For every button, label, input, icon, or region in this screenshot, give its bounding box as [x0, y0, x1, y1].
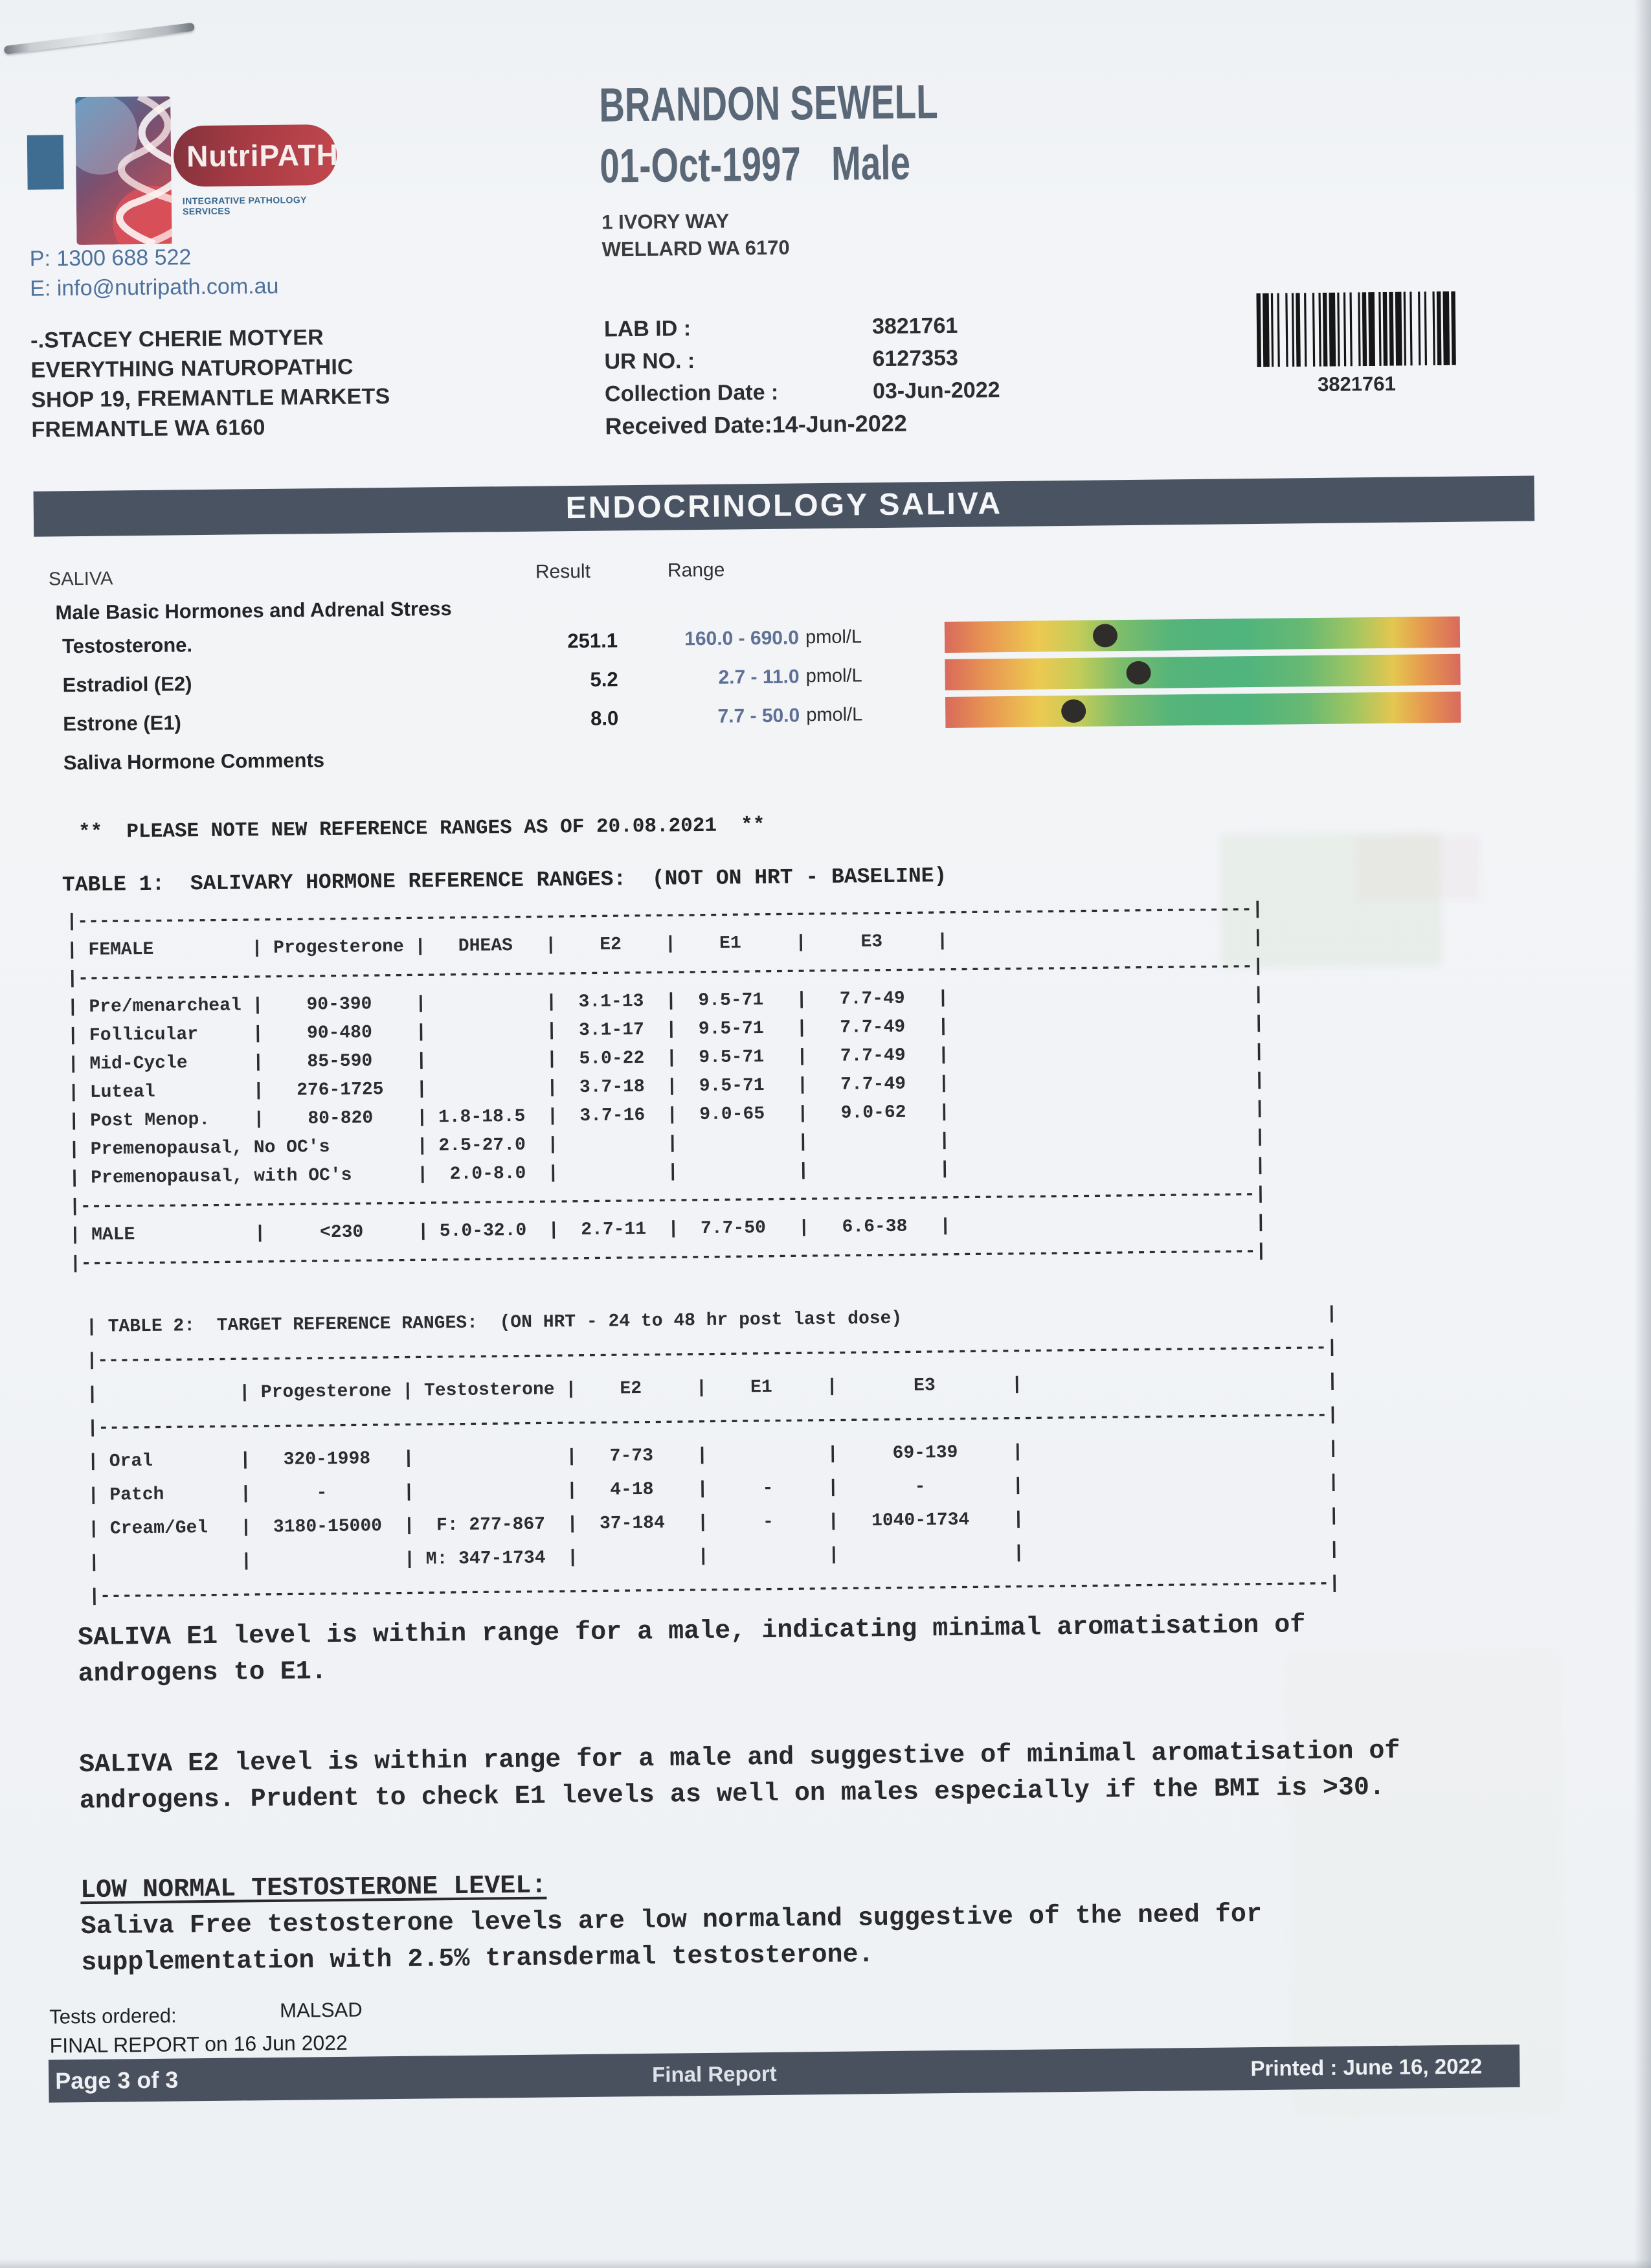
received-date-line: Received Date:14-Jun-2022 [605, 409, 907, 440]
tests-ordered-label: Tests ordered: [49, 2004, 177, 2028]
unit-label: pmol/L [805, 626, 862, 648]
practitioner-line: FREMANTLE WA 6160 [31, 415, 265, 442]
final-report-line: FINAL REPORT on 16 Jun 2022 [49, 2030, 348, 2058]
patient-dob: 01-Oct-1997 [599, 137, 802, 193]
collection-date-value: 03-Jun-2022 [872, 378, 1000, 404]
practitioner-line: SHOP 19, FREMANTLE MARKETS [30, 383, 390, 413]
reference-range: 160.0 - 690.0 [684, 627, 800, 650]
result-value: 8.0 [590, 707, 619, 730]
analyte-name: Estradiol (E2) [62, 672, 192, 697]
lab-id-label: LAB ID : [603, 316, 691, 342]
saliva-section-label: SALIVA [48, 568, 113, 590]
comment-paragraph [79, 1734, 1400, 1820]
comment-line: SALIVA E2 level is within range for a male and suggestive of minimal aromatisation of [78, 1736, 1400, 1780]
comment-line: SALIVA E1 level is within range for a male, indicating minimal aromatisation of [77, 1611, 1306, 1653]
reference-range: 2.7 - 11.0 [718, 666, 800, 688]
practitioner-line: EVERYTHING NATUROPATHIC [30, 354, 354, 383]
comment-line: Saliva Free testosterone levels are low normaland suggestive of the need for [80, 1900, 1263, 1942]
section-banner: ENDOCRINOLOGY SALIVA [34, 475, 1535, 536]
patient-name: BRANDON SEWELL [598, 74, 939, 132]
collection-date-label: Collection Date : [604, 380, 779, 407]
comment-line: androgens to E1. [78, 1657, 327, 1690]
result-column-header: Result [535, 560, 591, 583]
brand-name: NutriPATH [186, 137, 339, 174]
barcode-number: 3821761 [1317, 372, 1396, 396]
saliva-comments-label: Saliva Hormone Comments [63, 749, 325, 775]
reference-range: 7.7 - 50.0 [717, 705, 800, 727]
result-value: 251.1 [567, 629, 618, 653]
page-number: Page 3 of 3 [55, 2066, 179, 2094]
comment-line: supplementation with 2.5% transdermal testosterone. [81, 1940, 874, 1979]
unit-label: pmol/L [805, 665, 862, 687]
reference-table-2-ascii: | TABLE 2: TARGET REFERENCE RANGES: (ON HRT - 24 to 48 hr post last dose) | |-----------------------------------------------------------------------------------------------------------------| | | Progesterone | Testosterone | E2 | E1 | E3 | | |-----------------------------------------------------------------------------------------------------------------| | Oral | 320-1998 | | 7-73 | | 69-139 | | | Patch | - | | 4-18 | - | - | | | Cream/Gel | 3180-15000 | F: 277-867 | 37-184 | - | 1040-1734 | | | | | M: 347-1734 | | | | | |-----------------------------------------------------------------------------------------------------------------| [85, 1304, 1340, 1607]
patient-sex: Male [831, 135, 911, 190]
reference-range-notice: ** PLEASE NOTE NEW REFERENCE RANGES AS OF 20.08.2021 ** [78, 813, 765, 845]
patient-address-line1: 1 IVORY WAY [601, 209, 730, 234]
panel-group-title: Male Basic Hormones and Adrenal Stress [55, 597, 452, 624]
tests-ordered-value: MALSAD [279, 1998, 363, 2022]
comment-line: androgens. Prudent to check E1 levels as well on males especially if the BMI is >30. [79, 1773, 1386, 1817]
table1-title: TABLE 1: SALIVARY HORMONE REFERENCE RANGES: (NOT ON HRT - BASELINE) [62, 864, 947, 898]
result-value: 5.2 [590, 668, 618, 691]
practitioner-line: -.STACEY CHERIE MOTYER [30, 325, 324, 353]
lab-id-value: 3821761 [871, 313, 958, 339]
comment-paragraph [80, 1861, 1263, 1982]
analyte-name: Estrone (E1) [63, 711, 182, 736]
ur-no-value: 6127353 [872, 345, 959, 372]
phone-line: P: 1300 688 522 [29, 245, 192, 271]
report-status: Final Report [651, 2061, 777, 2087]
reference-table-1-ascii: |------------------------------------------------------------------------------------------------------------| | FEMALE | Progesterone | DHEAS | E2 | E1 | E3 | | |------------------------------------------------------------------------------------------------------------| | Pre/menarcheal | 90-390 | | 3.1-13 | 9.5-71 | 7.7-49 | | | Follicular | 90-480 | | 3.1-17 | 9.5-71 | 7.7-49 | | | Mid-Cycle | 85-590 | | 5.0-22 | 9.5-71 | 7.7-49 | | | Luteal | 276-1725 | | 3.7-18 | 9.5-71 | 7.7-49 | | | Post Menop. | 80-820 | 1.8-18.5 | 3.7-16 | 9.0-65 | 9.0-62 | | | Premenopausal, No OC's | 2.5-27.0 | | | | | | Premenopausal, with OC's | 2.0-8.0 | | | | | |------------------------------------------------------------------------------------------------------------| | MALE | <230 | 5.0-32.0 | 2.7-11 | 7.7-50 | 6.6-38 | | |------------------------------------------------------------------------------------------------------------| [66, 899, 1267, 1275]
logo-tagline: INTEGRATIVE PATHOLOGY SERVICES [182, 194, 307, 217]
analyte-name: Testosterone. [62, 633, 193, 658]
ur-no-label: UR NO. : [604, 348, 695, 374]
comment-paragraph [78, 1607, 1306, 1693]
comment-heading: LOW NORMAL TESTOSTERONE LEVEL: [80, 1871, 547, 1906]
printed-date: Printed : June 16, 2022 [1250, 2054, 1483, 2081]
unit-label: pmol/L [806, 704, 863, 726]
email-line: E: info@nutripath.com.au [30, 273, 279, 301]
range-column-header: Range [667, 559, 725, 582]
patient-address-line2: WELLARD WA 6170 [601, 236, 790, 261]
